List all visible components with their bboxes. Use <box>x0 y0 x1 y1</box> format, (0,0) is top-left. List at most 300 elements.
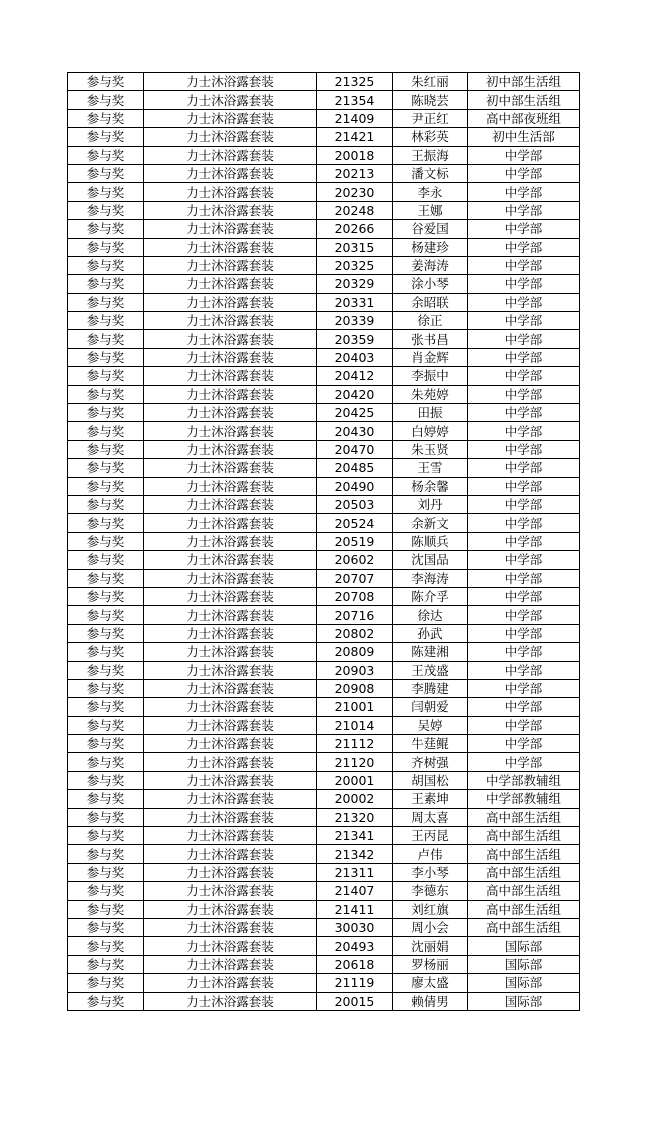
department-cell: 中学部 <box>468 514 580 532</box>
department-cell: 高中部夜班组 <box>468 109 580 127</box>
award-cell: 参与奖 <box>68 753 144 771</box>
award-cell: 参与奖 <box>68 624 144 642</box>
staff-id-cell: 20485 <box>317 459 393 477</box>
name-cell: 沈国品 <box>393 551 468 569</box>
department-cell: 中学部 <box>468 753 580 771</box>
department-cell: 中学部 <box>468 459 580 477</box>
prize-cell: 力士沐浴露套装 <box>144 808 317 826</box>
staff-id-cell: 21341 <box>317 827 393 845</box>
award-cell: 参与奖 <box>68 882 144 900</box>
department-cell: 中学部 <box>468 404 580 422</box>
table-row <box>68 348 580 366</box>
department-cell: 中学部 <box>468 238 580 256</box>
award-cell: 参与奖 <box>68 955 144 973</box>
name-cell: 尹正红 <box>393 109 468 127</box>
department-cell: 国际部 <box>468 974 580 992</box>
award-cell: 参与奖 <box>68 532 144 550</box>
table-body <box>68 73 580 1011</box>
staff-id-cell: 21014 <box>317 716 393 734</box>
award-cell: 参与奖 <box>68 771 144 789</box>
name-cell: 沈丽娟 <box>393 937 468 955</box>
table-row <box>68 937 580 955</box>
staff-id-cell: 20503 <box>317 495 393 513</box>
name-cell: 朱玉贤 <box>393 440 468 458</box>
staff-id-cell: 20339 <box>317 312 393 330</box>
department-cell: 中学部 <box>468 716 580 734</box>
staff-id-cell: 20493 <box>317 937 393 955</box>
department-cell: 中学部 <box>468 183 580 201</box>
staff-id-cell: 20266 <box>317 220 393 238</box>
award-cell: 参与奖 <box>68 900 144 918</box>
name-cell: 潘文标 <box>393 164 468 182</box>
prize-cell: 力士沐浴露套装 <box>144 863 317 881</box>
staff-id-cell: 20329 <box>317 275 393 293</box>
staff-id-cell: 20809 <box>317 643 393 661</box>
department-cell: 中学部 <box>468 495 580 513</box>
name-cell: 谷爱国 <box>393 220 468 238</box>
table-row <box>68 109 580 127</box>
department-cell: 中学部 <box>468 146 580 164</box>
prize-cell: 力士沐浴露套装 <box>144 698 317 716</box>
department-cell: 高中部生活组 <box>468 827 580 845</box>
department-cell: 中学部 <box>468 256 580 274</box>
award-cell: 参与奖 <box>68 459 144 477</box>
department-cell: 中学部 <box>468 164 580 182</box>
staff-id-cell: 20331 <box>317 293 393 311</box>
award-cell: 参与奖 <box>68 845 144 863</box>
award-cell: 参与奖 <box>68 238 144 256</box>
award-cell: 参与奖 <box>68 937 144 955</box>
department-cell: 国际部 <box>468 955 580 973</box>
award-cell: 参与奖 <box>68 495 144 513</box>
prize-cell: 力士沐浴露套装 <box>144 716 317 734</box>
prize-cell: 力士沐浴露套装 <box>144 422 317 440</box>
table-row <box>68 164 580 182</box>
prize-cell: 力士沐浴露套装 <box>144 735 317 753</box>
award-cell: 参与奖 <box>68 808 144 826</box>
prize-cell: 力士沐浴露套装 <box>144 128 317 146</box>
table-row <box>68 495 580 513</box>
department-cell: 中学部 <box>468 348 580 366</box>
staff-id-cell: 20802 <box>317 624 393 642</box>
table-row <box>68 587 580 605</box>
prize-cell: 力士沐浴露套装 <box>144 495 317 513</box>
table-row <box>68 367 580 385</box>
prize-cell: 力士沐浴露套装 <box>144 661 317 679</box>
prize-cell: 力士沐浴露套装 <box>144 440 317 458</box>
award-cell: 参与奖 <box>68 587 144 605</box>
department-cell: 国际部 <box>468 937 580 955</box>
award-cell: 参与奖 <box>68 514 144 532</box>
staff-id-cell: 20420 <box>317 385 393 403</box>
award-cell: 参与奖 <box>68 404 144 422</box>
prize-cell: 力士沐浴露套装 <box>144 882 317 900</box>
award-cell: 参与奖 <box>68 312 144 330</box>
staff-id-cell: 21119 <box>317 974 393 992</box>
table-row <box>68 440 580 458</box>
table-row <box>68 293 580 311</box>
department-cell: 初中生活部 <box>468 128 580 146</box>
department-cell: 中学部 <box>468 201 580 219</box>
prize-cell: 力士沐浴露套装 <box>144 459 317 477</box>
department-cell: 高中部生活组 <box>468 882 580 900</box>
staff-id-cell: 20490 <box>317 477 393 495</box>
staff-id-cell: 20213 <box>317 164 393 182</box>
name-cell: 李腾建 <box>393 679 468 697</box>
department-cell: 初中部生活组 <box>468 73 580 91</box>
table-row <box>68 753 580 771</box>
department-cell: 中学部教辅组 <box>468 771 580 789</box>
name-cell: 李永 <box>393 183 468 201</box>
staff-id-cell: 21411 <box>317 900 393 918</box>
prize-cell: 力士沐浴露套装 <box>144 385 317 403</box>
prize-cell: 力士沐浴露套装 <box>144 900 317 918</box>
prize-cell: 力士沐浴露套装 <box>144 73 317 91</box>
department-cell: 中学部 <box>468 698 580 716</box>
department-cell: 中学部 <box>468 477 580 495</box>
award-cell: 参与奖 <box>68 164 144 182</box>
prize-cell: 力士沐浴露套装 <box>144 532 317 550</box>
staff-id-cell: 20903 <box>317 661 393 679</box>
staff-id-cell: 21320 <box>317 808 393 826</box>
name-cell: 涂小琴 <box>393 275 468 293</box>
table-row <box>68 312 580 330</box>
prize-cell: 力士沐浴露套装 <box>144 109 317 127</box>
name-cell: 李小琴 <box>393 863 468 881</box>
department-cell: 高中部生活组 <box>468 900 580 918</box>
award-cell: 参与奖 <box>68 385 144 403</box>
prize-cell: 力士沐浴露套装 <box>144 643 317 661</box>
prize-cell: 力士沐浴露套装 <box>144 256 317 274</box>
award-cell: 参与奖 <box>68 790 144 808</box>
staff-id-cell: 21409 <box>317 109 393 127</box>
department-cell: 中学部 <box>468 735 580 753</box>
department-cell: 中学部 <box>468 367 580 385</box>
award-cell: 参与奖 <box>68 201 144 219</box>
department-cell: 中学部 <box>468 422 580 440</box>
staff-id-cell: 20403 <box>317 348 393 366</box>
staff-id-cell: 20470 <box>317 440 393 458</box>
prize-cell: 力士沐浴露套装 <box>144 551 317 569</box>
table-row <box>68 679 580 697</box>
staff-id-cell: 30030 <box>317 918 393 936</box>
name-cell: 刘丹 <box>393 495 468 513</box>
prize-cell: 力士沐浴露套装 <box>144 937 317 955</box>
award-cell: 参与奖 <box>68 330 144 348</box>
name-cell: 齐树强 <box>393 753 468 771</box>
award-cell: 参与奖 <box>68 974 144 992</box>
prize-cell: 力士沐浴露套装 <box>144 146 317 164</box>
prize-cell: 力士沐浴露套装 <box>144 348 317 366</box>
table-row <box>68 735 580 753</box>
table-row <box>68 698 580 716</box>
name-cell: 吴婷 <box>393 716 468 734</box>
department-cell: 中学部 <box>468 330 580 348</box>
prize-cell: 力士沐浴露套装 <box>144 183 317 201</box>
award-cell: 参与奖 <box>68 992 144 1010</box>
staff-id-cell: 21001 <box>317 698 393 716</box>
name-cell: 余昭联 <box>393 293 468 311</box>
department-cell: 中学部 <box>468 275 580 293</box>
prize-cell: 力士沐浴露套装 <box>144 679 317 697</box>
department-cell: 初中部生活组 <box>468 91 580 109</box>
table-row <box>68 606 580 624</box>
prize-cell: 力士沐浴露套装 <box>144 992 317 1010</box>
prize-cell: 力士沐浴露套装 <box>144 275 317 293</box>
name-cell: 徐达 <box>393 606 468 624</box>
department-cell: 中学部 <box>468 569 580 587</box>
department-cell: 中学部 <box>468 532 580 550</box>
award-cell: 参与奖 <box>68 256 144 274</box>
prize-cell: 力士沐浴露套装 <box>144 771 317 789</box>
name-cell: 周小会 <box>393 918 468 936</box>
staff-id-cell: 20230 <box>317 183 393 201</box>
name-cell: 牛莛鲲 <box>393 735 468 753</box>
department-cell: 中学部 <box>468 220 580 238</box>
table-row <box>68 661 580 679</box>
name-cell: 李德东 <box>393 882 468 900</box>
department-cell: 中学部 <box>468 606 580 624</box>
table-row <box>68 459 580 477</box>
prize-cell: 力士沐浴露套装 <box>144 404 317 422</box>
award-cell: 参与奖 <box>68 863 144 881</box>
department-cell: 中学部 <box>468 293 580 311</box>
award-cell: 参与奖 <box>68 109 144 127</box>
prize-cell: 力士沐浴露套装 <box>144 845 317 863</box>
table-row <box>68 845 580 863</box>
prize-cell: 力士沐浴露套装 <box>144 587 317 605</box>
table-row <box>68 771 580 789</box>
table-row <box>68 385 580 403</box>
award-cell: 参与奖 <box>68 91 144 109</box>
name-cell: 白婷婷 <box>393 422 468 440</box>
table-row <box>68 330 580 348</box>
staff-id-cell: 20519 <box>317 532 393 550</box>
table-row <box>68 918 580 936</box>
award-cell: 参与奖 <box>68 367 144 385</box>
prize-cell: 力士沐浴露套装 <box>144 918 317 936</box>
department-cell: 高中部生活组 <box>468 863 580 881</box>
table-row <box>68 992 580 1010</box>
award-cell: 参与奖 <box>68 73 144 91</box>
prize-cell: 力士沐浴露套装 <box>144 827 317 845</box>
name-cell: 肖金辉 <box>393 348 468 366</box>
table-row <box>68 808 580 826</box>
staff-id-cell: 20018 <box>317 146 393 164</box>
table-row <box>68 624 580 642</box>
prize-cell: 力士沐浴露套装 <box>144 477 317 495</box>
name-cell: 罗杨丽 <box>393 955 468 973</box>
staff-id-cell: 20325 <box>317 256 393 274</box>
staff-id-cell: 21407 <box>317 882 393 900</box>
staff-id-cell: 21325 <box>317 73 393 91</box>
name-cell: 田振 <box>393 404 468 422</box>
table-row <box>68 422 580 440</box>
name-cell: 赖倩男 <box>393 992 468 1010</box>
staff-id-cell: 20001 <box>317 771 393 789</box>
table-row <box>68 514 580 532</box>
name-cell: 陈介孚 <box>393 587 468 605</box>
name-cell: 张书昌 <box>393 330 468 348</box>
department-cell: 中学部 <box>468 587 580 605</box>
table-row <box>68 863 580 881</box>
name-cell: 陈晓芸 <box>393 91 468 109</box>
department-cell: 中学部 <box>468 551 580 569</box>
staff-id-cell: 21342 <box>317 845 393 863</box>
award-cell: 参与奖 <box>68 551 144 569</box>
prize-cell: 力士沐浴露套装 <box>144 790 317 808</box>
name-cell: 朱苑婷 <box>393 385 468 403</box>
name-cell: 周太喜 <box>393 808 468 826</box>
name-cell: 杨余馨 <box>393 477 468 495</box>
department-cell: 高中部生活组 <box>468 918 580 936</box>
department-cell: 高中部生活组 <box>468 808 580 826</box>
prize-cell: 力士沐浴露套装 <box>144 330 317 348</box>
table-row <box>68 91 580 109</box>
table-row <box>68 477 580 495</box>
table-row <box>68 955 580 973</box>
staff-id-cell: 20716 <box>317 606 393 624</box>
award-cell: 参与奖 <box>68 661 144 679</box>
award-cell: 参与奖 <box>68 348 144 366</box>
prize-cell: 力士沐浴露套装 <box>144 974 317 992</box>
table-row <box>68 532 580 550</box>
name-cell: 王茂盛 <box>393 661 468 679</box>
table-row <box>68 790 580 808</box>
name-cell: 闫朝爱 <box>393 698 468 716</box>
staff-id-cell: 21120 <box>317 753 393 771</box>
staff-id-cell: 20002 <box>317 790 393 808</box>
table-row <box>68 882 580 900</box>
table-row <box>68 900 580 918</box>
table-row <box>68 974 580 992</box>
staff-id-cell: 21112 <box>317 735 393 753</box>
department-cell: 中学部教辅组 <box>468 790 580 808</box>
table-row <box>68 569 580 587</box>
award-cell: 参与奖 <box>68 220 144 238</box>
name-cell: 余新文 <box>393 514 468 532</box>
staff-id-cell: 20618 <box>317 955 393 973</box>
name-cell: 陈顺兵 <box>393 532 468 550</box>
award-cell: 参与奖 <box>68 643 144 661</box>
prize-cell: 力士沐浴露套装 <box>144 606 317 624</box>
prize-cell: 力士沐浴露套装 <box>144 955 317 973</box>
staff-id-cell: 20015 <box>317 992 393 1010</box>
prize-cell: 力士沐浴露套装 <box>144 164 317 182</box>
award-cell: 参与奖 <box>68 698 144 716</box>
table-row <box>68 716 580 734</box>
name-cell: 王丙昆 <box>393 827 468 845</box>
table-row <box>68 551 580 569</box>
award-cell: 参与奖 <box>68 440 144 458</box>
staff-id-cell: 20248 <box>317 201 393 219</box>
award-list-table <box>67 72 580 1011</box>
prize-cell: 力士沐浴露套装 <box>144 238 317 256</box>
department-cell: 中学部 <box>468 624 580 642</box>
award-cell: 参与奖 <box>68 827 144 845</box>
prize-cell: 力士沐浴露套装 <box>144 569 317 587</box>
department-cell: 中学部 <box>468 679 580 697</box>
award-cell: 参与奖 <box>68 735 144 753</box>
name-cell: 林彩英 <box>393 128 468 146</box>
prize-cell: 力士沐浴露套装 <box>144 624 317 642</box>
award-cell: 参与奖 <box>68 606 144 624</box>
staff-id-cell: 20524 <box>317 514 393 532</box>
table-row <box>68 643 580 661</box>
name-cell: 廖太盛 <box>393 974 468 992</box>
department-cell: 中学部 <box>468 312 580 330</box>
department-cell: 中学部 <box>468 385 580 403</box>
staff-id-cell: 20707 <box>317 569 393 587</box>
table-row <box>68 256 580 274</box>
award-cell: 参与奖 <box>68 146 144 164</box>
award-cell: 参与奖 <box>68 293 144 311</box>
name-cell: 孙武 <box>393 624 468 642</box>
prize-cell: 力士沐浴露套装 <box>144 201 317 219</box>
staff-id-cell: 20430 <box>317 422 393 440</box>
department-cell: 中学部 <box>468 661 580 679</box>
table-row <box>68 146 580 164</box>
prize-cell: 力士沐浴露套装 <box>144 367 317 385</box>
award-cell: 参与奖 <box>68 477 144 495</box>
table-row <box>68 275 580 293</box>
award-cell: 参与奖 <box>68 918 144 936</box>
name-cell: 杨建珍 <box>393 238 468 256</box>
prize-cell: 力士沐浴露套装 <box>144 293 317 311</box>
name-cell: 李振中 <box>393 367 468 385</box>
department-cell: 高中部生活组 <box>468 845 580 863</box>
name-cell: 徐正 <box>393 312 468 330</box>
prize-cell: 力士沐浴露套装 <box>144 514 317 532</box>
award-cell: 参与奖 <box>68 183 144 201</box>
table-row <box>68 404 580 422</box>
staff-id-cell: 21354 <box>317 91 393 109</box>
staff-id-cell: 21421 <box>317 128 393 146</box>
name-cell: 王振海 <box>393 146 468 164</box>
name-cell: 王雪 <box>393 459 468 477</box>
table-row <box>68 128 580 146</box>
department-cell: 国际部 <box>468 992 580 1010</box>
staff-id-cell: 20315 <box>317 238 393 256</box>
prize-cell: 力士沐浴露套装 <box>144 753 317 771</box>
table-row <box>68 201 580 219</box>
table-row <box>68 183 580 201</box>
award-cell: 参与奖 <box>68 422 144 440</box>
award-cell: 参与奖 <box>68 275 144 293</box>
table-row <box>68 238 580 256</box>
prize-cell: 力士沐浴露套装 <box>144 220 317 238</box>
table-row <box>68 827 580 845</box>
department-cell: 中学部 <box>468 643 580 661</box>
name-cell: 刘红旗 <box>393 900 468 918</box>
award-cell: 参与奖 <box>68 569 144 587</box>
staff-id-cell: 20708 <box>317 587 393 605</box>
staff-id-cell: 20425 <box>317 404 393 422</box>
table-row <box>68 73 580 91</box>
name-cell: 王娜 <box>393 201 468 219</box>
name-cell: 朱红丽 <box>393 73 468 91</box>
department-cell: 中学部 <box>468 440 580 458</box>
staff-id-cell: 20908 <box>317 679 393 697</box>
name-cell: 陈建湘 <box>393 643 468 661</box>
staff-id-cell: 20359 <box>317 330 393 348</box>
staff-id-cell: 20602 <box>317 551 393 569</box>
table-row <box>68 220 580 238</box>
name-cell: 胡国松 <box>393 771 468 789</box>
award-cell: 参与奖 <box>68 716 144 734</box>
name-cell: 卢伟 <box>393 845 468 863</box>
award-cell: 参与奖 <box>68 679 144 697</box>
